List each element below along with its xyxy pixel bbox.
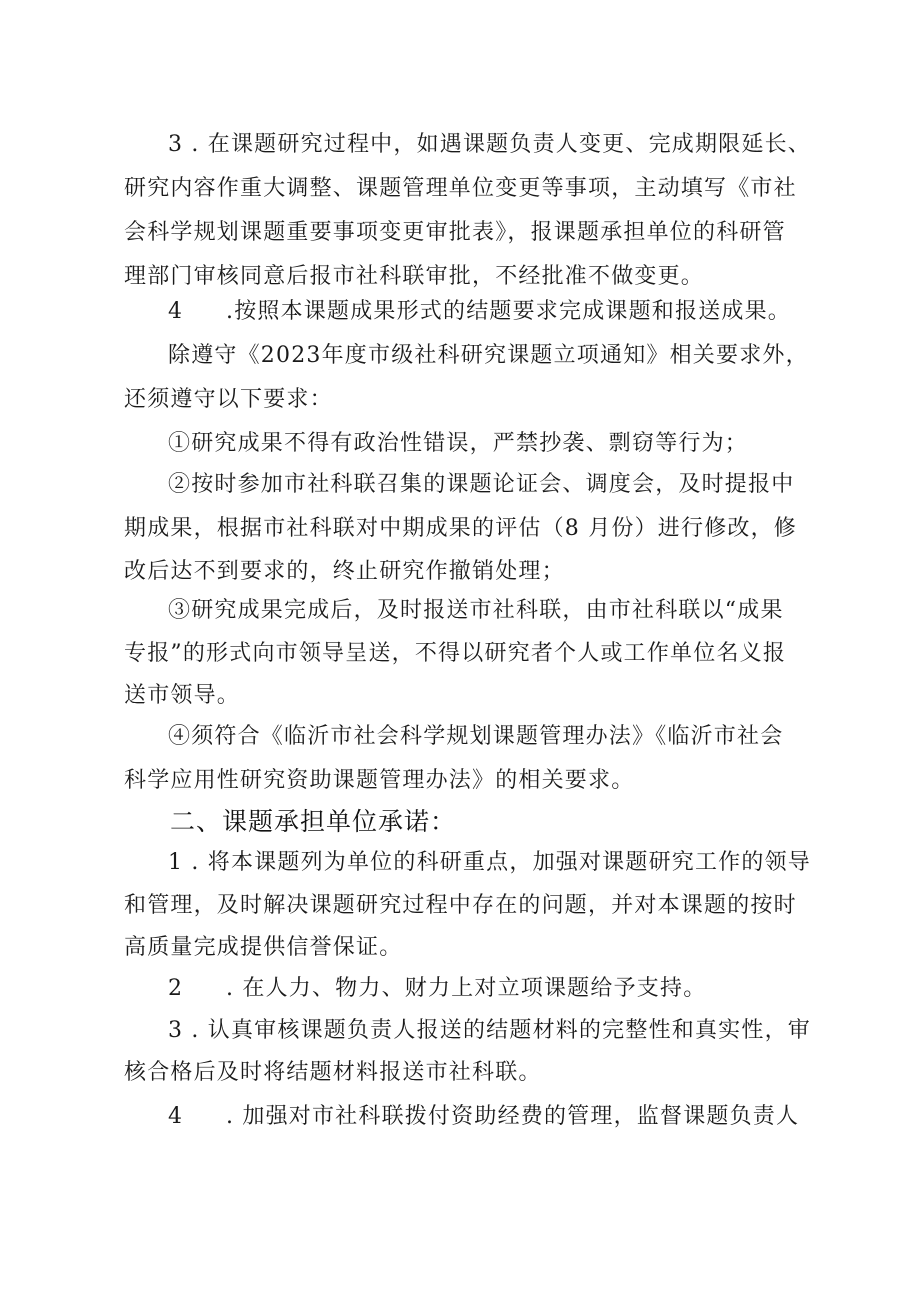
text-line: 科学应用性研究资助课题管理办法》的相关要求。 <box>124 768 635 793</box>
text-line: 还须遵守以下要求： <box>124 387 333 412</box>
text-line: 3 . 在课题研究过程中，如遇课题负责人变更、完成期限延长、 <box>168 132 811 157</box>
item-number: 2 <box>168 976 184 1001</box>
text-line: 1 . 将本课题列为单位的科研重点，加强对课题研究工作的领导 <box>168 850 811 875</box>
text-line: .按照本课题成果形式的结题要求完成课题和报送成果。 <box>226 299 791 324</box>
text-line: 和管理，及时解决课题研究过程中存在的问题，并对本课题的按时 <box>124 893 797 918</box>
text-line: 理部门审核同意后报市社科联审批，不经批准不做变更。 <box>124 264 705 289</box>
text-line: 送市领导。 <box>124 683 241 708</box>
text-line: ①研究成果不得有政治性错误，严禁抄袭、剽窃等行为； <box>168 431 749 456</box>
text-line: . 加强对市社科联拨付资助经费的管理，监督课题负责人 <box>226 1104 800 1129</box>
item-number: 4 <box>168 299 184 324</box>
text-line: 3 . 认真审核课题负责人报送的结题材料的完整性和真实性，审 <box>168 1018 811 1043</box>
text-line: 研究内容作重大调整、课题管理单位变更等事项，主动填写《市社 <box>124 176 797 201</box>
text-line: . 在人力、物力、财力上对立项课题给予支持。 <box>226 976 707 1001</box>
text-line: 会科学规划课题重要事项变更审批表》，报课题承担单位的科研管 <box>124 220 786 245</box>
item-number: 4 <box>168 1104 184 1129</box>
text-line: ③研究成果完成后，及时报送市社科联，由市社科联以“成果 <box>168 598 784 623</box>
text-line: 核合格后及时将结题材料报送市社科联。 <box>124 1060 542 1085</box>
section-2-heading: 二、课题承担单位承诺： <box>170 807 457 836</box>
text-line: 改后达不到要求的，终止研究作撤销处理； <box>124 559 565 584</box>
text-line: ④须符合《临沂市社会科学规划课题管理办法》《临沂市社会 <box>168 724 784 749</box>
text-line: 除遵守《2023年度市级社科研究课题立项通知》相关要求外， <box>168 343 809 368</box>
text-line: ②按时参加市社科联召集的课题论证会、调度会，及时提报中 <box>168 472 795 497</box>
text-line: 高质量完成提供信誉保证。 <box>124 935 403 960</box>
text-line: 期成果，根据市社科联对中期成果的评估（8 月份）进行修改，修 <box>124 516 797 541</box>
text-line: 专报”的形式向市领导呈送，不得以研究者个人或工作单位名义报 <box>124 641 787 666</box>
